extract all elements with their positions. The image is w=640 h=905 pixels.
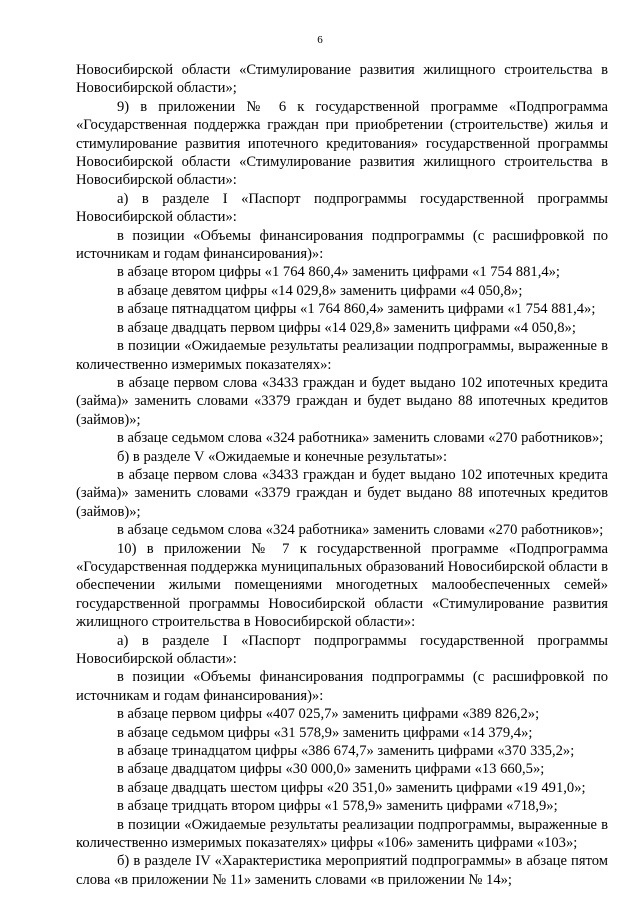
paragraph-9a-results: в позиции «Ожидаемые результаты реализации подпрограммы, выраженные в количественно измеримых показателях»:	[76, 338, 608, 373]
paragraph-9a-abzac-15: в абзаце пятнадцатом цифры «1 764 860,4» заменить цифрами «1 754 881,4»;	[117, 301, 596, 318]
paragraph-10a-abzac-1: в абзаце первом цифры «407 025,7» заменить цифрами «389 826,2»;	[117, 706, 540, 723]
paragraph-10a-results: в позиции «Ожидаемые результаты реализации подпрограммы, выраженные в количественно измеримых показателях» цифры «106» заменить цифрами «103»;	[76, 816, 608, 852]
paragraph-10a-abzac-13: в абзаце тринадцатом цифры «386 674,7» заменить цифрами «370 335,2»;	[117, 743, 575, 760]
paragraph-9a-results-abzac-1: в абзаце первом слова «3433 граждан и будет выдано 102 ипотечных кредита (займа)» заменить словами «3379 граждан и будет выдано 88 ипотечных кредитов (займов)»;	[76, 374, 608, 428]
document-body	[76, 61, 608, 889]
paragraph-10b: б) в разделе IV «Характеристика мероприятий подпрограммы» в абзаце пятом слова «в приложении № 11» заменить словами «в приложении № 14»;	[76, 853, 608, 888]
paragraph-9a-abzac-9: в абзаце девятом цифры «14 029,8» заменить цифрами «4 050,8»;	[117, 282, 523, 299]
paragraph-10a-abzac-32: в абзаце тридцать втором цифры «1 578,9» заменить цифрами «718,9»;	[117, 798, 558, 815]
paragraph-continuation: Новосибирской области «Стимулирование развития жилищного строительства в Новосибирской области»;	[76, 62, 608, 97]
paragraph-9a-abzac-2: в абзаце втором цифры «1 764 860,4» заменить цифрами «1 754 881,4»;	[117, 264, 560, 281]
paragraph-9b: б) в разделе V «Ожидаемые и конечные результаты»:	[117, 448, 448, 465]
paragraph-9b-abzac-7: в абзаце седьмом слова «324 работника» заменить словами «270 работников»;	[117, 522, 604, 539]
paragraph-9a: а) в разделе I «Паспорт подпрограммы государственной программы Новосибирской области»:	[76, 190, 608, 226]
paragraph-10a: а) в разделе I «Паспорт подпрограммы государственной программы Новосибирской области»:	[76, 632, 608, 667]
paragraph-item-9: 9) в приложении № 6 к государственной программе «Подпрограмма «Государственная поддержка граждан при приобретении (строительстве) жилья и стимулирование развития ипотечного кредитования» государственной программы Новосибирской области «Стимулирование развития жилищного строительства в Новосибирской области»:	[76, 98, 608, 189]
paragraph-9a-results-abzac-7: в абзаце седьмом слова «324 работника» заменить словами «270 работников»;	[117, 430, 604, 447]
page-number: 6	[317, 34, 323, 46]
paragraph-10a-financing: в позиции «Объемы финансирования подпрограммы (с расшифровкой по источникам и годам финансирования)»:	[76, 669, 608, 704]
paragraph-9b-abzac-1: в абзаце первом слова «3433 граждан и будет выдано 102 ипотечных кредита (займа)» заменить словами «3379 граждан и будет выдано 88 ипотечных кредитов (займов)»;	[76, 466, 608, 520]
paragraph-10a-abzac-7: в абзаце седьмом цифры «31 578,9» заменить цифрами «14 379,4»;	[117, 724, 533, 741]
paragraph-9a-financing: в позиции «Объемы финансирования подпрограммы (с расшифровкой по источникам и годам финансирования)»:	[76, 227, 608, 263]
paragraph-item-10: 10) в приложении № 7 к государственной программе «Подпрограмма «Государственная поддержка муниципальных образований Новосибирской области в обеспечении жилыми помещениями многодетных малообеспеченных семей» государственной программы Новосибирской области «Стимулирование развития жилищного строительства в Новосибирской области»:	[76, 540, 608, 631]
paragraph-9a-abzac-21: в абзаце двадцать первом цифры «14 029,8» заменить цифрами «4 050,8»;	[117, 319, 576, 336]
paragraph-10a-abzac-20: в абзаце двадцатом цифры «30 000,0» заменить цифрами «13 660,5»;	[117, 761, 545, 778]
paragraph-10a-abzac-26: в абзаце двадцать шестом цифры «20 351,0» заменить цифрами «19 491,0»;	[117, 779, 586, 796]
